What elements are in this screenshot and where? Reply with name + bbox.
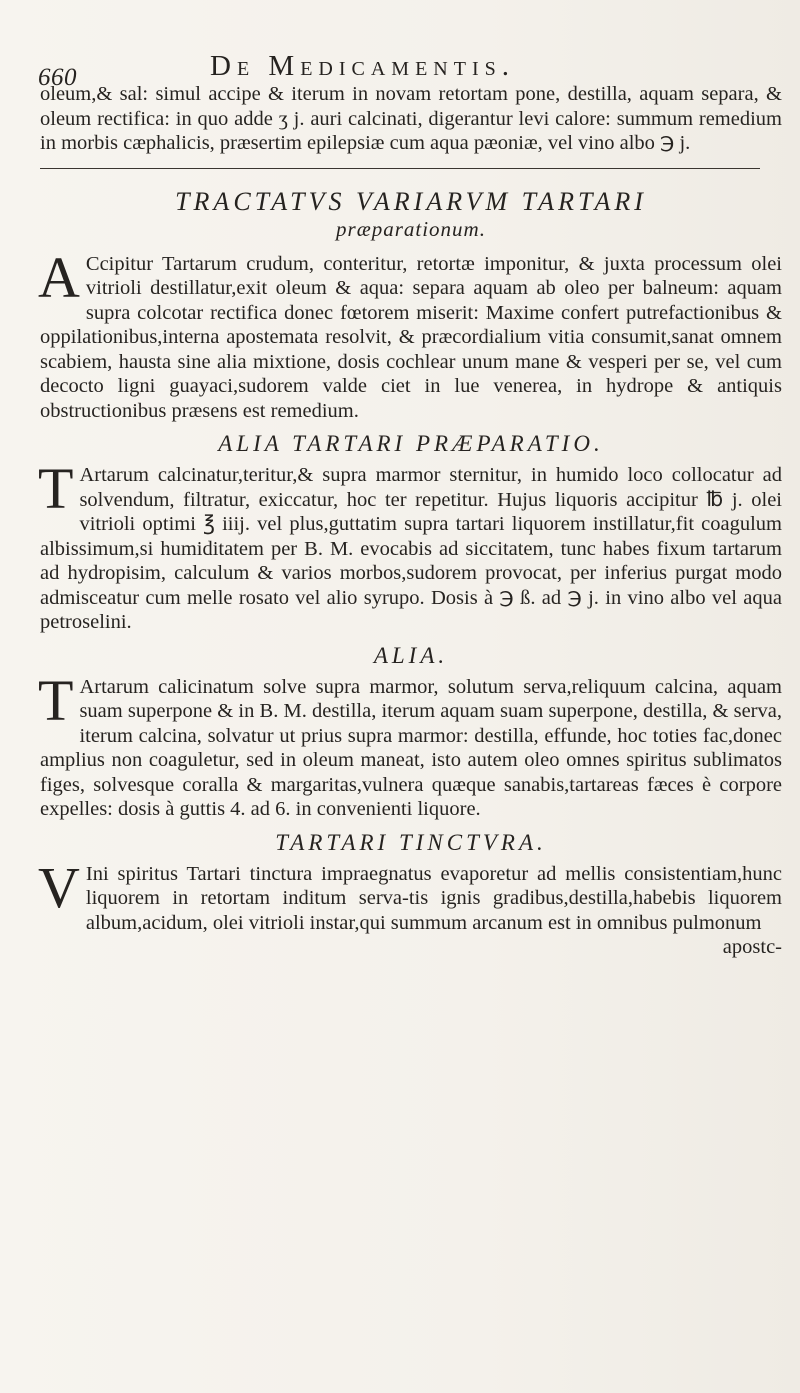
dropcap: T [38,667,74,733]
section2-text: Artarum calcinatur,teritur,& supra marmor sternitur, in humido loco collocatur ad solvendum, filtratur, exiccatur, hoc ter repetitur. Hujus liquoris accipitur ℔ j. olei vitrioli optimi ℥ iiij. vel plus,guttatim supra tartari liquorem instillatur,fit coagulum albissimum,si humiditatem per B. M. evocabis ad siccitatem, tunc habes fixum tartarum ad hydropisim, calculum & varios morbos,sudorem provocat, per inferius purgat modo admisceatur cum melle rosato vel alio syrupo. Dosis à ℈ ß. ad ℈ j. in vino albo vel aqua petroselini. [40,464,782,633]
section4-text: Ini spiritus Tartari tinctura impraegnatus evaporetur ad mellis consistentiam,hunc liquorem in retortam inditum serva-tis ignis gradibus,destilla,habebis liquorem album,acidum, olei vitrioli instar,qui summum arcanum est in omnibus pulmonum [85,862,782,934]
dropcap: A [38,244,80,310]
section4-paragraph [38,854,782,936]
page-number: 660 [38,64,77,91]
intro-paragraph: oleum,& sal: simul accipe & iterum in novam retortam pone, destilla, aquam separa, & oleum rectifica: in quo adde ʒ j. auri calcinati, digerantur levi calore: summum remedium in morbis cæphalicis, præsertim epilepsiæ cum aqua pæoniæ, vel vino albo ℈ j. [40,83,782,154]
section3-heading: ALIA. [373,642,449,668]
section2-paragraph [38,456,782,635]
running-head [0,44,800,91]
treatise-title: TRACTATVS VARIARVM TARTARI [175,186,647,216]
section-divider [40,168,760,169]
section4-heading: TARTARI TINCTVRA. [275,829,547,855]
section2-heading: ALIA TARTARI PRÆPARATIO. [218,431,604,456]
dropcap: T [38,456,74,521]
catchword: apostc- [722,936,782,958]
section3-text: Artarum calicinatum solve supra marmor, solutum serva,reliquum calcina, aquam suam superpone & in B. M. destilla, iterum aquam suam superpone, destilla, & serva, iterum calcina, solvatur ut prius supra marmor: destilla, effunde, hoc toties fac,donec amplius non coaguletur, sed in oleum maneat, isto autem oleo omnes spiritus sublimatos figes, solvesque coralla & margaritas,vulnera quæque sanabis,tartareas fæces è corpore expelles: dosis à guttis 4. ad 6. in convenienti liquore. [40,675,782,820]
section1-text: Ccipitur Tartarum crudum, conteritur, retortæ imponitur, & juxta processum olei vitrioli destillatur,exit oleum & aqua: separa aquam ab oleo per balneum: aquam supra colcotar rectifica donec fœtorem miserit: Maxime confert putrefactionibus & oppilationibus,interna apostemata resolvit, & præcordialium vitia consumit,sanat omnem scabiem, hausta sine alia mixtione, dosis cochlear unum mane & vesperi per se, vel cum decocto ligni guayaci,sudorem valde ciet in lue venerea, in hydrope & antiquis obstructionibus præsens est remedium. [40,252,782,422]
section1-paragraph [38,244,782,424]
treatise-subtitle: præparationum. [336,216,486,241]
section3-paragraph [38,667,782,822]
dropcap: V [38,854,80,920]
running-title: De Medicamentis. [210,50,515,82]
page-body [40,82,782,960]
